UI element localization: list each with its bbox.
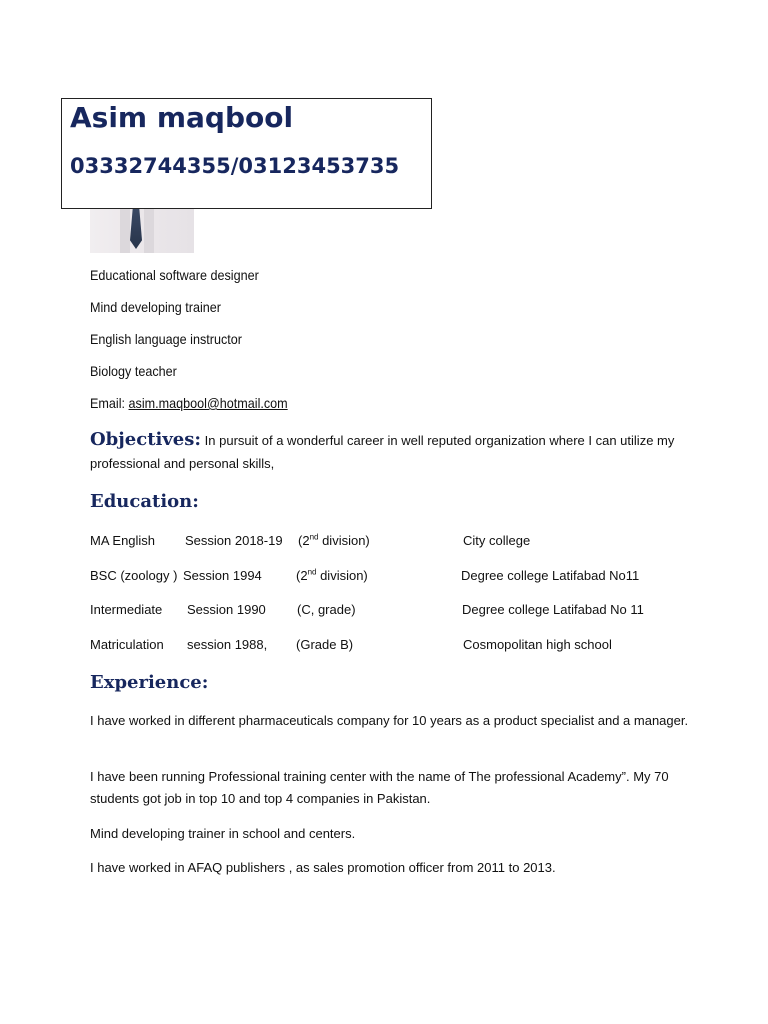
experience-item: Mind developing trainer in school and centers. — [90, 826, 356, 841]
role-item: English language instructor — [90, 331, 243, 347]
experience-item: I have been running Professional training center with the name of The professional Academy”. My 70 students got job in top 10 and top 4 companies in Pakistan. — [90, 769, 669, 806]
email-link[interactable]: asim.maqbool@hotmail.com — [128, 395, 288, 411]
candidate-name: Asim maqbool — [70, 101, 294, 134]
education-heading: Education: — [90, 491, 199, 512]
education-row — [90, 533, 730, 553]
institution: Degree college Latifabad No 11 — [462, 602, 644, 617]
objectives-heading: Objectives: — [90, 429, 202, 450]
education-row — [90, 568, 730, 588]
degree: Matriculation — [90, 637, 164, 652]
experience-heading: Experience: — [90, 672, 209, 693]
role-item: Mind developing trainer — [90, 299, 221, 315]
session: Session 2018-19 — [185, 533, 283, 548]
institution: Degree college Latifabad No11 — [461, 568, 640, 583]
institution: City college — [463, 533, 531, 548]
objectives-section — [90, 428, 680, 475]
session: session 1988, — [187, 637, 268, 652]
phone-number: 03332744355/03123453735 — [70, 154, 400, 178]
experience-item: I have worked in AFAQ publishers , as sales promotion officer from 2011 to 2013. — [90, 860, 556, 875]
division: (2nd division) — [296, 567, 368, 583]
degree: MA English — [90, 533, 156, 548]
education-row — [90, 602, 730, 622]
session: Session 1994 — [183, 568, 262, 583]
institution: Cosmopolitan high school — [463, 637, 612, 652]
experience-item: I have worked in different pharmaceuticals company for 10 years as a product specialist and a manager. — [90, 713, 689, 728]
objectives-text: In pursuit of a wonderful career in well reputed organization where I can utilize my professional and personal skills, — [90, 433, 675, 471]
email-line — [90, 395, 288, 411]
email-label: Email: — [90, 395, 129, 411]
division: (Grade B) — [296, 637, 354, 652]
division: (2nd division) — [298, 532, 370, 548]
name-box — [61, 98, 432, 209]
role-item: Educational software designer — [90, 267, 259, 283]
session: Session 1990 — [187, 602, 266, 617]
role-item: Biology teacher — [90, 363, 177, 379]
education-row — [90, 637, 730, 657]
division: (C, grade) — [297, 602, 356, 617]
degree: Intermediate — [90, 602, 163, 617]
degree: BSC (zoology ) — [90, 568, 178, 583]
